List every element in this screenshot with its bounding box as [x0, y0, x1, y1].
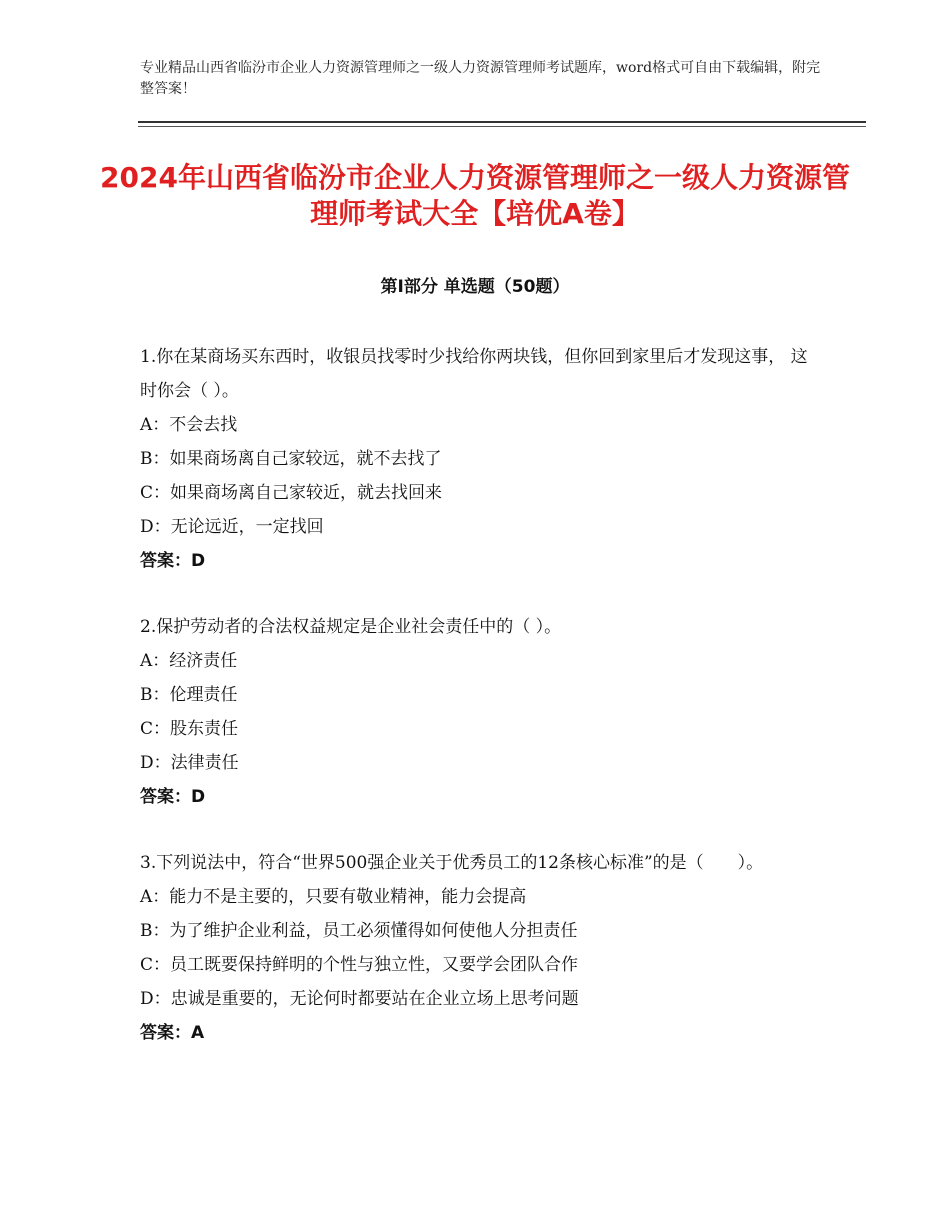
answer: 答案：D — [140, 551, 206, 571]
answer: 答案：A — [140, 1023, 205, 1043]
option-c: C：如果商场离自己家较近，就去找回来 — [140, 483, 443, 503]
question-1 — [140, 340, 820, 578]
option-a: A：经济责任 — [140, 651, 238, 671]
option-a: A：不会去找 — [140, 415, 238, 435]
question-2 — [140, 610, 820, 814]
question-stem: 3.下列说法中，符合“世界500强企业关于优秀员工的12条核心标准”的是（ ）。 — [140, 853, 764, 873]
question-stem: 1.你在某商场买东西时，收银员找零时少找给你两块钱，但你回到家里后才发现这事， 这时你会（ ）。 — [140, 347, 808, 401]
option-b: B：如果商场离自己家较远，就不去找了 — [140, 449, 442, 469]
header-note: 专业精品山西省临汾市企业人力资源管理师之一级人力资源管理师考试题库，word格式可自由下载编辑，附完整答案！ — [140, 60, 821, 97]
option-b: B：伦理责任 — [140, 685, 238, 705]
option-d: D：法律责任 — [140, 753, 239, 773]
option-b: B：为了维护企业利益，员工必须懂得如何使他人分担责任 — [140, 921, 578, 941]
option-c: C：股东责任 — [140, 719, 239, 739]
option-c: C：员工既要保持鲜明的个性与独立性，又要学会团队合作 — [140, 955, 579, 975]
document-title: 2024年山西省临汾市企业人力资源管理师之一级人力资源管理师考试大全【培优A卷】 — [100, 161, 850, 230]
question-list — [140, 340, 820, 1082]
header-rule-thick — [138, 121, 866, 123]
option-d: D：忠诚是重要的，无论何时都要站在企业立场上思考问题 — [140, 989, 579, 1009]
header-rule-thin — [138, 126, 866, 127]
option-d: D：无论远近，一定找回 — [140, 517, 324, 537]
question-3 — [140, 846, 820, 1050]
answer: 答案：D — [140, 787, 206, 807]
question-stem: 2.保护劳动者的合法权益规定是企业社会责任中的（ ）。 — [140, 617, 562, 637]
section-title: 第Ⅰ部分 单选题（50题） — [380, 277, 570, 297]
option-a: A：能力不是主要的，只要有敬业精神，能力会提高 — [140, 887, 527, 907]
